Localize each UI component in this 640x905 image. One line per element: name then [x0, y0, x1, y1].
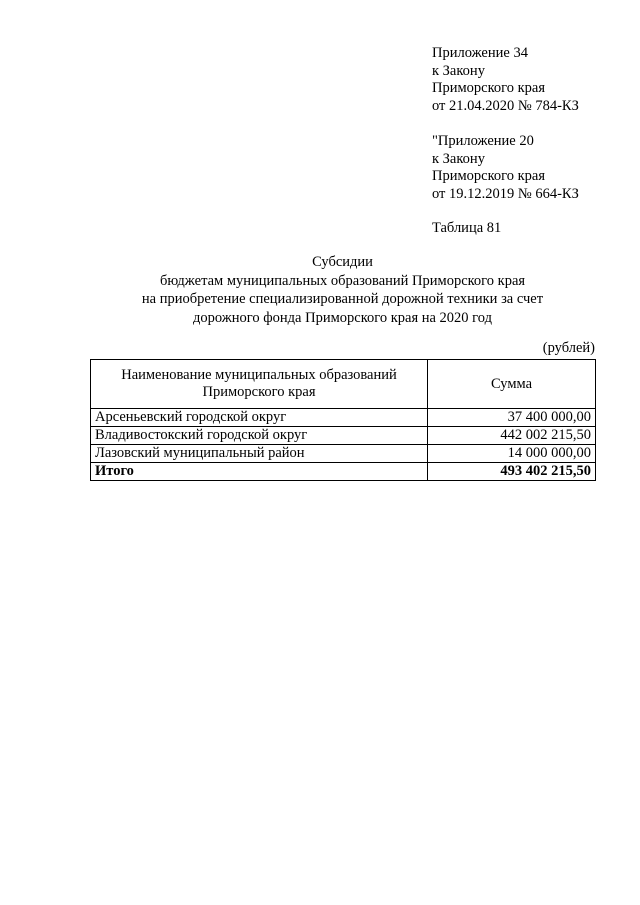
row-sum: 14 000 000,00	[428, 445, 596, 463]
total-sum: 493 402 215,50	[428, 463, 596, 481]
title-line: бюджетам муниципальных образований Приморского края	[159, 272, 526, 289]
appendix-line: "Приложение 20	[432, 133, 534, 149]
row-sum: 37 400 000,00	[428, 409, 596, 427]
appendix-line: от 19.12.2019 № 664-КЗ	[432, 185, 579, 202]
total-label: Итого	[91, 463, 428, 481]
table-row	[91, 409, 596, 427]
appendix-original-header	[432, 133, 579, 203]
document-title	[90, 253, 595, 327]
header-sum: Сумма	[428, 360, 596, 409]
appendix-line: Приморского края	[432, 168, 546, 184]
row-sum: 442 002 215,50	[428, 427, 596, 445]
table-number: Таблица 81	[432, 220, 502, 236]
appendix-line: от 21.04.2020 № 784-КЗ	[432, 97, 579, 114]
table-total-row	[91, 463, 596, 481]
appendix-current-header	[432, 45, 579, 115]
title-line: Субсидии	[312, 254, 373, 270]
subsidies-table	[90, 359, 596, 481]
header-name-line: Наименование муниципальных образований	[121, 367, 397, 383]
title-line: дорожного фонда Приморского края на 2020 год	[193, 309, 492, 326]
table-row	[91, 445, 596, 463]
table-header-row	[91, 360, 596, 409]
appendix-line: к Закону	[432, 62, 485, 79]
row-name: Арсеньевский городской округ	[91, 409, 428, 427]
row-name: Лазовский муниципальный район	[91, 445, 428, 463]
units-label: (рублей)	[542, 340, 595, 356]
appendix-line: Приложение 34	[432, 45, 528, 61]
header-name	[91, 360, 428, 409]
appendix-line: к Закону	[432, 150, 485, 167]
table-row	[91, 427, 596, 445]
row-name: Владивостокский городской округ	[91, 427, 428, 445]
header-name-line: Приморского края	[202, 384, 316, 400]
appendix-line: Приморского края	[432, 80, 546, 96]
title-line: на приобретение специализированной дорожной техники за счет	[141, 291, 544, 307]
